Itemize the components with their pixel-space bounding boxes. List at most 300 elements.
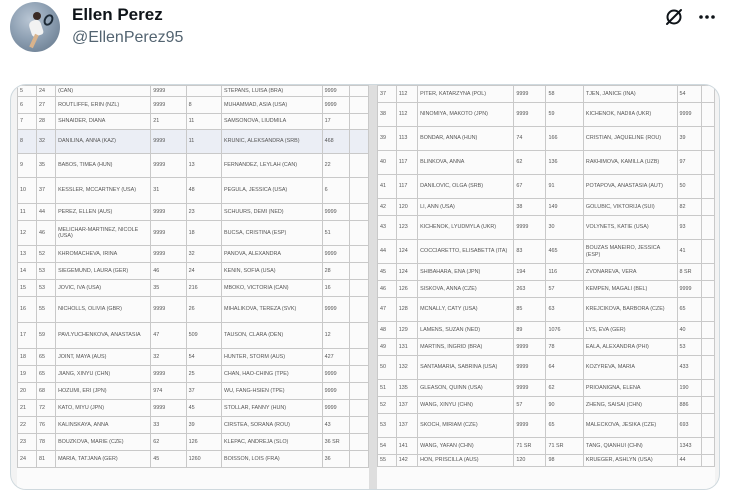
table-cell: 41 xyxy=(378,175,397,199)
table-row xyxy=(378,86,715,103)
table-row xyxy=(378,298,715,322)
table-cell: MARTINS, INGRID (BRA) xyxy=(418,339,514,356)
table-cell xyxy=(701,127,714,151)
table-cell: PAVLYUCHENKOVA, ANASTASIA xyxy=(56,323,151,349)
grok-icon[interactable] xyxy=(663,6,685,28)
table-cell: 137 xyxy=(396,397,417,414)
table-cell xyxy=(349,323,368,349)
table-cell: 9999 xyxy=(514,414,546,438)
table-cell: SISKOVA, ANNA (CZE) xyxy=(418,281,514,298)
table-cell: 9999 xyxy=(151,97,186,114)
table-cell: 9999 xyxy=(322,97,349,114)
table-cell: 135 xyxy=(396,380,417,397)
table-cell: 40 xyxy=(378,151,397,175)
table-cell: TJEN, JANICE (INA) xyxy=(583,86,677,103)
table-cell: 26 xyxy=(186,297,221,323)
table-cell: WANG, XINYU (CHN) xyxy=(418,397,514,414)
table-row xyxy=(18,366,369,383)
table-cell: 63 xyxy=(546,298,583,322)
table-row xyxy=(18,154,369,178)
table-cell: HUNTER, STORM (AUS) xyxy=(222,349,323,366)
table-cell: 1260 xyxy=(186,451,221,468)
table-cell xyxy=(349,97,368,114)
table-cell: 32 xyxy=(151,349,186,366)
table-cell: 36 xyxy=(322,451,349,468)
table-cell: CIRSTEA, SORANA (ROU) xyxy=(222,417,323,434)
table-cell: 45 xyxy=(151,451,186,468)
table-cell: 67 xyxy=(514,175,546,199)
table-cell: 9999 xyxy=(151,130,186,154)
table-row xyxy=(18,263,369,280)
table-cell: 72 xyxy=(37,400,56,417)
table-row xyxy=(378,240,715,264)
table-cell: 45 xyxy=(378,264,397,281)
table-cell: KRUEGER, ASHLYN (USA) xyxy=(583,455,677,467)
table-cell: 38 xyxy=(378,103,397,127)
table-cell xyxy=(349,130,368,154)
table-cell: 74 xyxy=(514,127,546,151)
table-cell: 21 xyxy=(151,114,186,130)
table-cell: 30 xyxy=(546,216,583,240)
table-cell: NICHOLLS, OLIVIA (GBR) xyxy=(56,297,151,323)
table-row xyxy=(18,178,369,204)
table-cell: PEREZ, ELLEN (AUS) xyxy=(56,204,151,221)
table-row xyxy=(378,103,715,127)
table-cell: 82 xyxy=(677,199,701,216)
table-cell xyxy=(349,451,368,468)
table-cell: GOLUBIC, VIKTORIJA (SUI) xyxy=(583,199,677,216)
table-row xyxy=(18,400,369,417)
table-cell: 10 xyxy=(18,178,37,204)
table-cell: 9999 xyxy=(322,400,349,417)
table-cell: 14 xyxy=(18,263,37,280)
table-cell: POTAPOVA, ANASTASIA (AUT) xyxy=(583,175,677,199)
table-cell: 24 xyxy=(37,86,56,97)
table-cell: 131 xyxy=(396,339,417,356)
table-cell: 46 xyxy=(378,281,397,298)
table-cell xyxy=(701,151,714,175)
avatar[interactable] xyxy=(10,2,60,52)
table-cell: PEGULA, JESSICA (USA) xyxy=(222,178,323,204)
table-cell: MALECKOVA, JESIKA (CZE) xyxy=(583,414,677,438)
table-cell: 85 xyxy=(514,298,546,322)
table-cell: KRUNIC, ALEKSANDRA (SRB) xyxy=(222,130,323,154)
table-cell xyxy=(701,356,714,380)
table-cell: KEMPEN, MAGALI (BEL) xyxy=(583,281,677,298)
table-cell: JOINT, MAYA (AUS) xyxy=(56,349,151,366)
table-cell: TAUSON, CLARA (DEN) xyxy=(222,323,323,349)
table-cell: 9999 xyxy=(322,366,349,383)
table-cell: BABOS, TIMEA (HUN) xyxy=(56,154,151,178)
table-cell xyxy=(349,366,368,383)
table-cell: 16 xyxy=(322,280,349,297)
table-cell: KESSLER, MCCARTNEY (USA) xyxy=(56,178,151,204)
table-cell: 50 xyxy=(677,175,701,199)
table-cell: 509 xyxy=(186,323,221,349)
table-row xyxy=(18,130,369,154)
table-cell: SKOCH, MIRIAM (CZE) xyxy=(418,414,514,438)
table-cell xyxy=(349,246,368,263)
table-cell: 19 xyxy=(18,366,37,383)
table-cell: 47 xyxy=(151,323,186,349)
table-cell xyxy=(349,178,368,204)
table-cell: 9999 xyxy=(677,281,701,298)
table-cell: 8 xyxy=(18,130,37,154)
table-cell: 93 xyxy=(677,216,701,240)
table-cell xyxy=(701,281,714,298)
table-cell: 33 xyxy=(151,417,186,434)
table-row xyxy=(18,349,369,366)
table-cell: 35 xyxy=(37,154,56,178)
table-cell: 54 xyxy=(677,86,701,103)
table-cell xyxy=(349,263,368,280)
table-cell xyxy=(701,438,714,455)
table-cell: 51 xyxy=(378,380,397,397)
table-cell: 36 SR xyxy=(322,434,349,451)
table-cell: 32 xyxy=(186,246,221,263)
table-row xyxy=(18,451,369,468)
table-cell: 9999 xyxy=(514,103,546,127)
table-cell: BOUZKOVA, MARIE (CZE) xyxy=(56,434,151,451)
entry-list-table-right xyxy=(377,85,715,467)
table-cell: 129 xyxy=(396,322,417,339)
table-cell: 24 xyxy=(186,263,221,280)
table-cell: CRISTIAN, JAQUELINE (ROU) xyxy=(583,127,677,151)
user-handle[interactable]: @EllenPerez95 xyxy=(72,29,184,46)
table-cell: 25 xyxy=(186,366,221,383)
table-cell: (CAN) xyxy=(56,86,151,97)
table-cell: GLEASON, QUINN (USA) xyxy=(418,380,514,397)
table-cell: KLEPAC, ANDREJA (SLO) xyxy=(222,434,323,451)
table-cell: 78 xyxy=(546,339,583,356)
table-cell: 89 xyxy=(514,322,546,339)
table-cell: RAKHIMOVA, KAMILLA (UZB) xyxy=(583,151,677,175)
table-cell: 76 xyxy=(37,417,56,434)
table-cell: 49 xyxy=(378,339,397,356)
table-cell: 71 SR xyxy=(546,438,583,455)
table-cell xyxy=(701,322,714,339)
table-cell xyxy=(701,175,714,199)
table-row xyxy=(18,114,369,130)
table-cell xyxy=(349,221,368,246)
table-cell: KENIN, SOFIA (USA) xyxy=(222,263,323,280)
table-row xyxy=(18,246,369,263)
tweet-header xyxy=(10,0,722,60)
table-cell: 166 xyxy=(546,127,583,151)
table-cell: 53 xyxy=(677,339,701,356)
table-cell: 9999 xyxy=(514,86,546,103)
table-cell: COCCIARETTO, ELISABETTA (ITA) xyxy=(418,240,514,264)
table-cell: 21 xyxy=(18,400,37,417)
table-cell: 886 xyxy=(677,397,701,414)
table-cell xyxy=(349,154,368,178)
table-cell: KALINSKAYA, ANNA xyxy=(56,417,151,434)
table-cell: 263 xyxy=(514,281,546,298)
page-gutter xyxy=(369,85,377,490)
table-cell: 113 xyxy=(396,127,417,151)
table-cell xyxy=(701,414,714,438)
table-cell: 65 xyxy=(37,366,56,383)
table-cell xyxy=(349,383,368,400)
table-cell: 62 xyxy=(151,434,186,451)
table-cell: 17 xyxy=(18,323,37,349)
table-cell: 62 xyxy=(514,151,546,175)
table-cell: 65 xyxy=(546,414,583,438)
table-cell: MUHAMMAD, ASIA (USA) xyxy=(222,97,323,114)
table-row xyxy=(18,221,369,246)
table-cell: 142 xyxy=(396,455,417,467)
table-row xyxy=(378,151,715,175)
table-cell: 39 xyxy=(378,127,397,151)
table-cell: EALA, ALEXANDRA (PHI) xyxy=(583,339,677,356)
table-row xyxy=(378,127,715,151)
table-cell: 1076 xyxy=(546,322,583,339)
table-cell: 65 xyxy=(677,298,701,322)
table-cell: 51 xyxy=(322,221,349,246)
table-cell: 22 xyxy=(322,154,349,178)
table-row xyxy=(378,397,715,414)
table-cell: 9999 xyxy=(151,297,186,323)
table-cell: MELICHAR-MARTINEZ, NICOLE (USA) xyxy=(56,221,151,246)
table-cell xyxy=(701,397,714,414)
table-cell: BOISSON, LOIS (FRA) xyxy=(222,451,323,468)
table-cell: 433 xyxy=(677,356,701,380)
table-cell: 20 xyxy=(18,383,37,400)
table-cell: KICHENOK, NADIIA (UKR) xyxy=(583,103,677,127)
table-cell xyxy=(701,86,714,103)
table-cell: 37 xyxy=(378,86,397,103)
table-cell xyxy=(349,114,368,130)
table-cell: STEPANS, LUISA (BRA) xyxy=(222,86,323,97)
table-cell: 13 xyxy=(18,246,37,263)
table-cell: 53 xyxy=(37,263,56,280)
table-row xyxy=(18,86,369,97)
table-cell: 59 xyxy=(37,323,56,349)
table-cell: MARIA, TATJANA (GER) xyxy=(56,451,151,468)
left-table-sheet xyxy=(17,85,369,490)
table-cell: HOZUMI, ERI (JPN) xyxy=(56,383,151,400)
table-cell xyxy=(701,339,714,356)
table-cell: 55 xyxy=(378,455,397,467)
table-cell: 57 xyxy=(514,397,546,414)
table-cell: 12 xyxy=(322,323,349,349)
table-cell: 124 xyxy=(396,264,417,281)
table-cell xyxy=(186,86,221,97)
table-cell: 9999 xyxy=(151,400,186,417)
player-leg xyxy=(29,34,39,48)
table-cell: 39 xyxy=(186,417,221,434)
table-cell: WU, FANG-HSIEN (TPE) xyxy=(222,383,323,400)
table-cell: 55 xyxy=(37,297,56,323)
table-cell: 190 xyxy=(677,380,701,397)
table-cell: SANTAMARIA, SABRINA (USA) xyxy=(418,356,514,380)
table-cell: 8 xyxy=(186,97,221,114)
table-cell: KHROMACHEVA, IRINA xyxy=(56,246,151,263)
table-cell: 11 xyxy=(18,204,37,221)
table-cell: 11 xyxy=(186,114,221,130)
table-cell: 124 xyxy=(396,240,417,264)
table-cell xyxy=(701,455,714,467)
table-cell: 44 xyxy=(37,204,56,221)
table-cell: 11 xyxy=(186,130,221,154)
table-cell xyxy=(701,264,714,281)
table-cell: 15 xyxy=(18,280,37,297)
table-cell: 116 xyxy=(546,264,583,281)
table-cell: 48 xyxy=(186,178,221,204)
table-cell xyxy=(349,280,368,297)
table-cell: PITER, KATARZYNA (POL) xyxy=(418,86,514,103)
table-cell: 1343 xyxy=(677,438,701,455)
table-cell: 137 xyxy=(396,414,417,438)
table-cell: 194 xyxy=(514,264,546,281)
table-cell xyxy=(701,199,714,216)
table-cell: 38 xyxy=(514,199,546,216)
table-cell xyxy=(349,86,368,97)
table-cell xyxy=(349,297,368,323)
table-cell: 23 xyxy=(18,434,37,451)
table-cell: 43 xyxy=(378,216,397,240)
table-cell: 6 xyxy=(18,97,37,114)
table-cell: 54 xyxy=(186,349,221,366)
table-cell: 9999 xyxy=(322,246,349,263)
table-cell: 54 xyxy=(378,438,397,455)
table-cell xyxy=(701,380,714,397)
table-row xyxy=(378,339,715,356)
table-cell xyxy=(349,204,368,221)
table-cell: 78 xyxy=(37,434,56,451)
table-row xyxy=(378,264,715,281)
table-cell: NINOMIYA, MAKOTO (JPN) xyxy=(418,103,514,127)
table-cell: 7 xyxy=(18,114,37,130)
table-cell: 37 xyxy=(37,178,56,204)
table-cell: 17 xyxy=(322,114,349,130)
table-row xyxy=(378,438,715,455)
table-cell: 98 xyxy=(546,455,583,467)
table-row xyxy=(18,280,369,297)
more-icon[interactable] xyxy=(696,6,718,28)
table-cell: 59 xyxy=(546,103,583,127)
table-cell: 136 xyxy=(546,151,583,175)
table-cell: 112 xyxy=(396,103,417,127)
table-cell: LI, ANN (USA) xyxy=(418,199,514,216)
table-cell: 65 xyxy=(37,349,56,366)
table-cell: 216 xyxy=(186,280,221,297)
table-cell: MBOKO, VICTORIA (CAN) xyxy=(222,280,323,297)
table-cell: 9999 xyxy=(677,103,701,127)
table-cell: ZHENG, SAISAI (CHN) xyxy=(583,397,677,414)
table-cell: 31 xyxy=(151,178,186,204)
table-cell: BOUZAS MANEIRO, JESSICA (ESP) xyxy=(583,240,677,264)
table-cell: 81 xyxy=(37,451,56,468)
table-cell: DANILOVIC, OLGA (SRB) xyxy=(418,175,514,199)
table-cell: 117 xyxy=(396,175,417,199)
table-cell: 39 xyxy=(677,127,701,151)
table-row xyxy=(378,380,715,397)
table-cell: 44 xyxy=(378,240,397,264)
table-cell: KREJCIKOVA, BARBORA (CZE) xyxy=(583,298,677,322)
table-cell: 141 xyxy=(396,438,417,455)
table-cell xyxy=(701,103,714,127)
table-cell: 120 xyxy=(396,199,417,216)
table-cell: JIANG, XINYU (CHN) xyxy=(56,366,151,383)
table-row xyxy=(18,297,369,323)
table-row xyxy=(18,434,369,451)
table-cell: SAMSONOVA, LIUDMILA xyxy=(222,114,323,130)
table-cell: 42 xyxy=(378,199,397,216)
table-cell: 132 xyxy=(396,356,417,380)
table-cell: 9999 xyxy=(322,204,349,221)
table-cell xyxy=(349,349,368,366)
table-row xyxy=(378,322,715,339)
table-cell: 57 xyxy=(546,281,583,298)
table-cell: 9999 xyxy=(322,86,349,97)
table-cell: 5 xyxy=(18,86,37,97)
table-cell: JOVIC, IVA (USA) xyxy=(56,280,151,297)
table-cell: 35 xyxy=(151,280,186,297)
table-cell: 123 xyxy=(396,216,417,240)
table-cell: 468 xyxy=(322,130,349,154)
table-cell: 22 xyxy=(18,417,37,434)
table-cell: 12 xyxy=(18,221,37,246)
table-row xyxy=(18,383,369,400)
table-cell: 62 xyxy=(546,380,583,397)
table-cell: 40 xyxy=(677,322,701,339)
table-cell: 9 xyxy=(18,154,37,178)
table-cell: 9999 xyxy=(151,366,186,383)
table-cell: 126 xyxy=(186,434,221,451)
table-cell: 9999 xyxy=(514,380,546,397)
table-cell: 68 xyxy=(37,383,56,400)
table-cell: 6 xyxy=(322,178,349,204)
display-name[interactable]: Ellen Perez xyxy=(72,5,163,24)
table-cell: 427 xyxy=(322,349,349,366)
table-cell: 465 xyxy=(546,240,583,264)
table-cell: VOLYNETS, KATIE (USA) xyxy=(583,216,677,240)
table-cell xyxy=(701,240,714,264)
table-cell: 83 xyxy=(514,240,546,264)
table-cell: MIHALIKOVA, TEREZA (SVK) xyxy=(222,297,323,323)
table-cell: 91 xyxy=(546,175,583,199)
table-cell: 16 xyxy=(18,297,37,323)
table-row xyxy=(18,97,369,114)
table-cell: 8 SR xyxy=(677,264,701,281)
table-row xyxy=(378,175,715,199)
table-cell: LAMENS, SUZAN (NED) xyxy=(418,322,514,339)
table-cell: 90 xyxy=(546,397,583,414)
table-cell xyxy=(349,417,368,434)
table-cell: 120 xyxy=(514,455,546,467)
table-cell: 52 xyxy=(378,397,397,414)
table-cell: 9999 xyxy=(514,356,546,380)
table-cell: 9999 xyxy=(151,154,186,178)
table-cell: ROUTLIFFE, ERIN (NZL) xyxy=(56,97,151,114)
table-row xyxy=(378,455,715,467)
table-cell: 9999 xyxy=(514,216,546,240)
table-cell: 9999 xyxy=(151,246,186,263)
table-cell: 13 xyxy=(186,154,221,178)
table-cell: 58 xyxy=(546,86,583,103)
tweet-image[interactable] xyxy=(10,84,720,490)
table-cell: 47 xyxy=(378,298,397,322)
table-cell: 24 xyxy=(18,451,37,468)
table-cell: 46 xyxy=(151,263,186,280)
table-cell: 9999 xyxy=(514,339,546,356)
table-cell: SHIBAHARA, ENA (JPN) xyxy=(418,264,514,281)
table-cell: TANG, QIANHUI (CHN) xyxy=(583,438,677,455)
table-cell: CHAN, HAO-CHING (TPE) xyxy=(222,366,323,383)
table-cell xyxy=(701,216,714,240)
table-cell: 112 xyxy=(396,86,417,103)
